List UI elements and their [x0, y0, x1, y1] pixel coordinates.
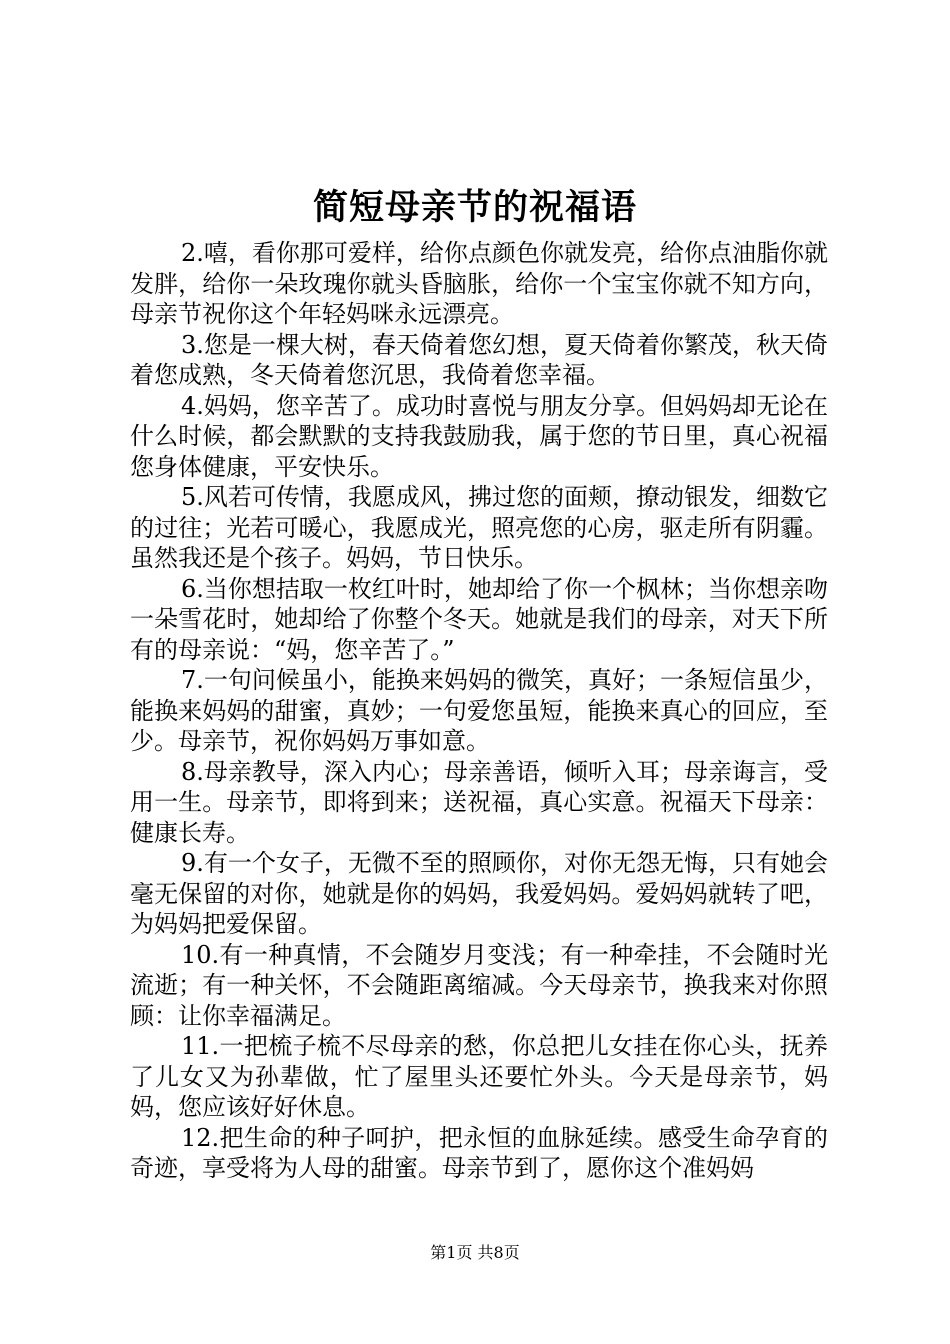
paragraph-2: 2.嘻，看你那可爱样，给你点颜色你就发亮，给你点油脂你就发胖，给你一朵玫瑰你就头昏脑胀，给你一个宝宝你就不知方向，母亲节祝你这个年轻妈咪永远漂亮。 — [130, 239, 828, 328]
paragraph-11: 11.一把梳子梳不尽母亲的愁，你总把儿女挂在你心头，抚养了儿女又为孙辈做，忙了屋里头还要忙外头。今天是母亲节，妈妈，您应该好好休息。 — [130, 1032, 828, 1121]
paragraph-12: 12.把生命的种子呵护，把永恒的血脉延续。感受生命孕育的奇迹，享受将为人母的甜蜜。母亲节到了，愿你这个准妈妈 — [130, 1123, 828, 1182]
paragraph-3: 3.您是一棵大树，春天倚着您幻想，夏天倚着你繁茂，秋天倚着您成熟，冬天倚着您沉思，我倚着您幸福。 — [130, 330, 828, 389]
paragraph-8: 8.母亲教导，深入内心；母亲善语，倾听入耳；母亲诲言，受用一生。母亲节，即将到来；送祝福，真心实意。祝福天下母亲：健康长寿。 — [130, 757, 828, 847]
page-footer: 第1页 共8页 — [430, 1243, 520, 1262]
paragraph-4: 4.妈妈，您辛苦了。成功时喜悦与朋友分享。但妈妈却无论在什么时候，都会默默的支持我鼓励我，属于您的节日里，真心祝福您身体健康，平安快乐。 — [130, 391, 828, 481]
paragraph-10: 10.有一种真情，不会随岁月变浅；有一种牵挂，不会随时光流逝；有一种关怀，不会随距离缩减。今天母亲节，换我来对你照顾：让你幸福满足。 — [130, 940, 828, 1030]
paragraph-9: 9.有一个女子，无微不至的照顾你，对你无怨无悔，只有她会毫无保留的对你，她就是你的妈妈，我爱妈妈。爱妈妈就转了吧，为妈妈把爱保留。 — [130, 849, 828, 938]
paragraph-6: 6.当你想拮取一枚红叶时，她却给了你一个枫林；当你想亲吻一朵雪花时，她却给了你整个冬天。她就是我们的母亲，对天下所有的母亲说：“妈，您辛苦了。” — [130, 574, 828, 664]
paragraph-7: 7.一句问候虽小，能换来妈妈的微笑，真好；一条短信虽少，能换来妈妈的甜蜜，真妙；一句爱您虽短，能换来真心的回应，至少。母亲节，祝你妈妈万事如意。 — [130, 666, 828, 755]
document-title: 简短母亲节的祝福语 — [312, 187, 637, 228]
paragraph-5: 5.风若可传情，我愿成风，拂过您的面颊，撩动银发，细数它的过往；光若可暖心，我愿成光，照亮您的心房，驱走所有阴霾。虽然我还是个孩子。妈妈，节日快乐。 — [130, 483, 828, 572]
document-body — [130, 238, 828, 1184]
